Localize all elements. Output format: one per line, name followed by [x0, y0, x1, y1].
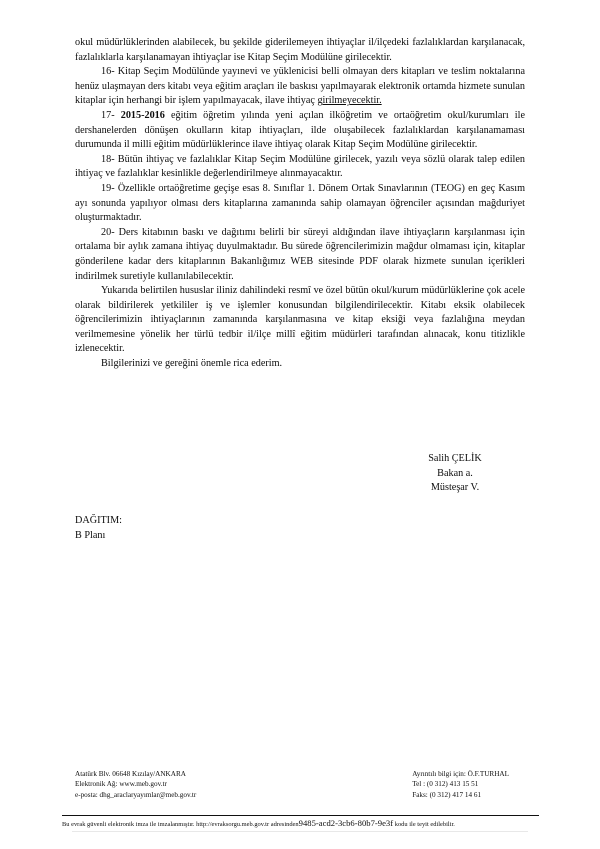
signature-block	[380, 452, 530, 496]
footer-contact-person: Ayrıntılı bilgi için: Ö.F.TURHAL	[412, 770, 509, 778]
footer-address-column	[75, 769, 196, 800]
footer-divider	[62, 815, 539, 816]
distribution-heading: DAĞITIM:	[75, 515, 122, 526]
paragraph-run: 16- Kitap Seçim Modülünde yayınevi ve yüklenicisi belli olmayan ders kitapları ve teslim noktalarına henüz ulaşmayan ders kitabı veya eğitim araçları ile baskısı yapılmayarak elektronik ortamda hizmete sunulan kitaplar için herhangi bir işlem yapılmayacak, ilave ihtiyaç	[75, 66, 525, 107]
paragraph-run: girilmeyecektir.	[317, 95, 382, 107]
paragraph	[75, 357, 525, 372]
esignature-code: 9485-acd2-3cb6-80b7-9e3f	[298, 818, 394, 828]
paragraph-run: okul müdürlüklerinden alabilecek, bu şekilde giderilemeyen ihtiyaçlar il/ilçedeki fazlalıklardan karşılanacak, fazlalıklarla karşılanamayan ihtiyaçlar ise Kitap Seçim Modülüne girilecektir.	[75, 37, 525, 63]
paragraph-run: eğitim öğretim yılında yeni açılan ilköğretim ve ortaöğretim okul/kurumları ile dershanelerden dönüşen okulların kitap ihtiyaçları, ilde oluşabilecek fazlalıklardan karşılanamaması durumunda il milli eğitim müdürlüklerince ilave ihtiyaç olarak Kitap Seçim Modülüne girilecektir.	[75, 109, 525, 151]
paragraph	[75, 182, 525, 226]
paragraph	[75, 153, 525, 182]
footer-email-line: e-posta: dhg_araclaryayımlar@meb.gov.tr	[75, 790, 197, 799]
paragraph	[75, 65, 525, 109]
signature-name: Salih ÇELİK	[428, 453, 482, 464]
esignature-suffix: kodu ile teyit edilebilir.	[393, 821, 455, 828]
footer-website-line: Elektronik Ağ: www.meb.gov.tr	[75, 780, 167, 789]
paragraph-run: 20- Ders kitabının baskı ve dağıtımı belirli bir süreyi aldığından ilave ihtiyaçların karşılanması için ortalama bir aylık zamana ihtiyaç duyulmaktadır. Bu sürede öğrencilerimizin mağdur olmaması için, kitaplar gönderilene kadar ders kitaplarının Bakanlığımız WEB sitesinde PDF olarak hizmete sunulan içerikleri indirilmek suretiyle kullanılabilecektir.	[75, 226, 525, 282]
signature-on-behalf: Bakan a.	[437, 467, 473, 479]
footer-contact-column	[412, 769, 509, 800]
paragraph-run: 18- Bütün ihtiyaç ve fazlalıklar Kitap Seçim Modülüne girilecek, yazılı veya sözlü olarak talep edilen ihtiyaç ve fazlalıklar kesinlikle değerlendirilmeye alınmayacaktır.	[75, 153, 525, 180]
paragraph-run: 19- Özellikle ortaöğretime geçişe esas 8. Sınıflar 1. Dönem Ortak Sınavlarının (TEOG) en geç Kasım ayı sonunda yapılıyor olması ders kitaplarına zamanında sahip olamayan öğrenciler açısından mağduriyet oluşturmaktadır.	[75, 182, 525, 224]
page-footer	[75, 769, 527, 800]
footer-address-line: Atatürk Blv. 06648 Kızılay/ANKARA	[75, 770, 186, 778]
esignature-notice	[62, 819, 539, 829]
distribution-value: B Planı	[75, 529, 106, 541]
paragraph-run: Bilgilerinizi ve gereğini önemle rica ederim.	[101, 358, 283, 370]
paragraph	[75, 36, 525, 65]
page-bottom-divider	[72, 831, 528, 832]
signature-title: Müsteşar V.	[430, 482, 480, 494]
document-body	[75, 36, 525, 372]
footer-phone: Tel : (0 312) 413 15 51	[412, 780, 479, 789]
paragraph	[75, 284, 525, 357]
distribution-block	[75, 514, 122, 543]
paragraph-run: 2015-2016	[120, 109, 165, 121]
paragraph	[75, 226, 525, 284]
paragraph	[75, 109, 525, 153]
paragraph-run: 17-	[101, 109, 121, 121]
footer-fax: Faks: (0 312) 417 14 61	[412, 790, 482, 799]
paragraph-run: Yukarıda belirtilen hususlar iliniz dahilindeki resmî ve özel bütün okul/kurum müdürlüklerine çok acele olarak bildirilerek yetkililer iş ve işlemler konusundan bilgilendirilecektir. Kitabı eksik olabilecek öğrencilerimizin ihtiyaçlarının zamanında karşılanmasına ve kitap eksiği veya fazlalığına meydan verilmemesine yönelik her türlü tedbir il/ilçe millî eğitim müdürleri tarafından alınacak, konu titizlikle izlenecektir.	[75, 285, 525, 355]
esignature-prefix: Bu evrak güvenli elektronik imza ile imzalanmıştır. http://evraksorgu.meb.gov.tr adresinden	[62, 821, 299, 828]
